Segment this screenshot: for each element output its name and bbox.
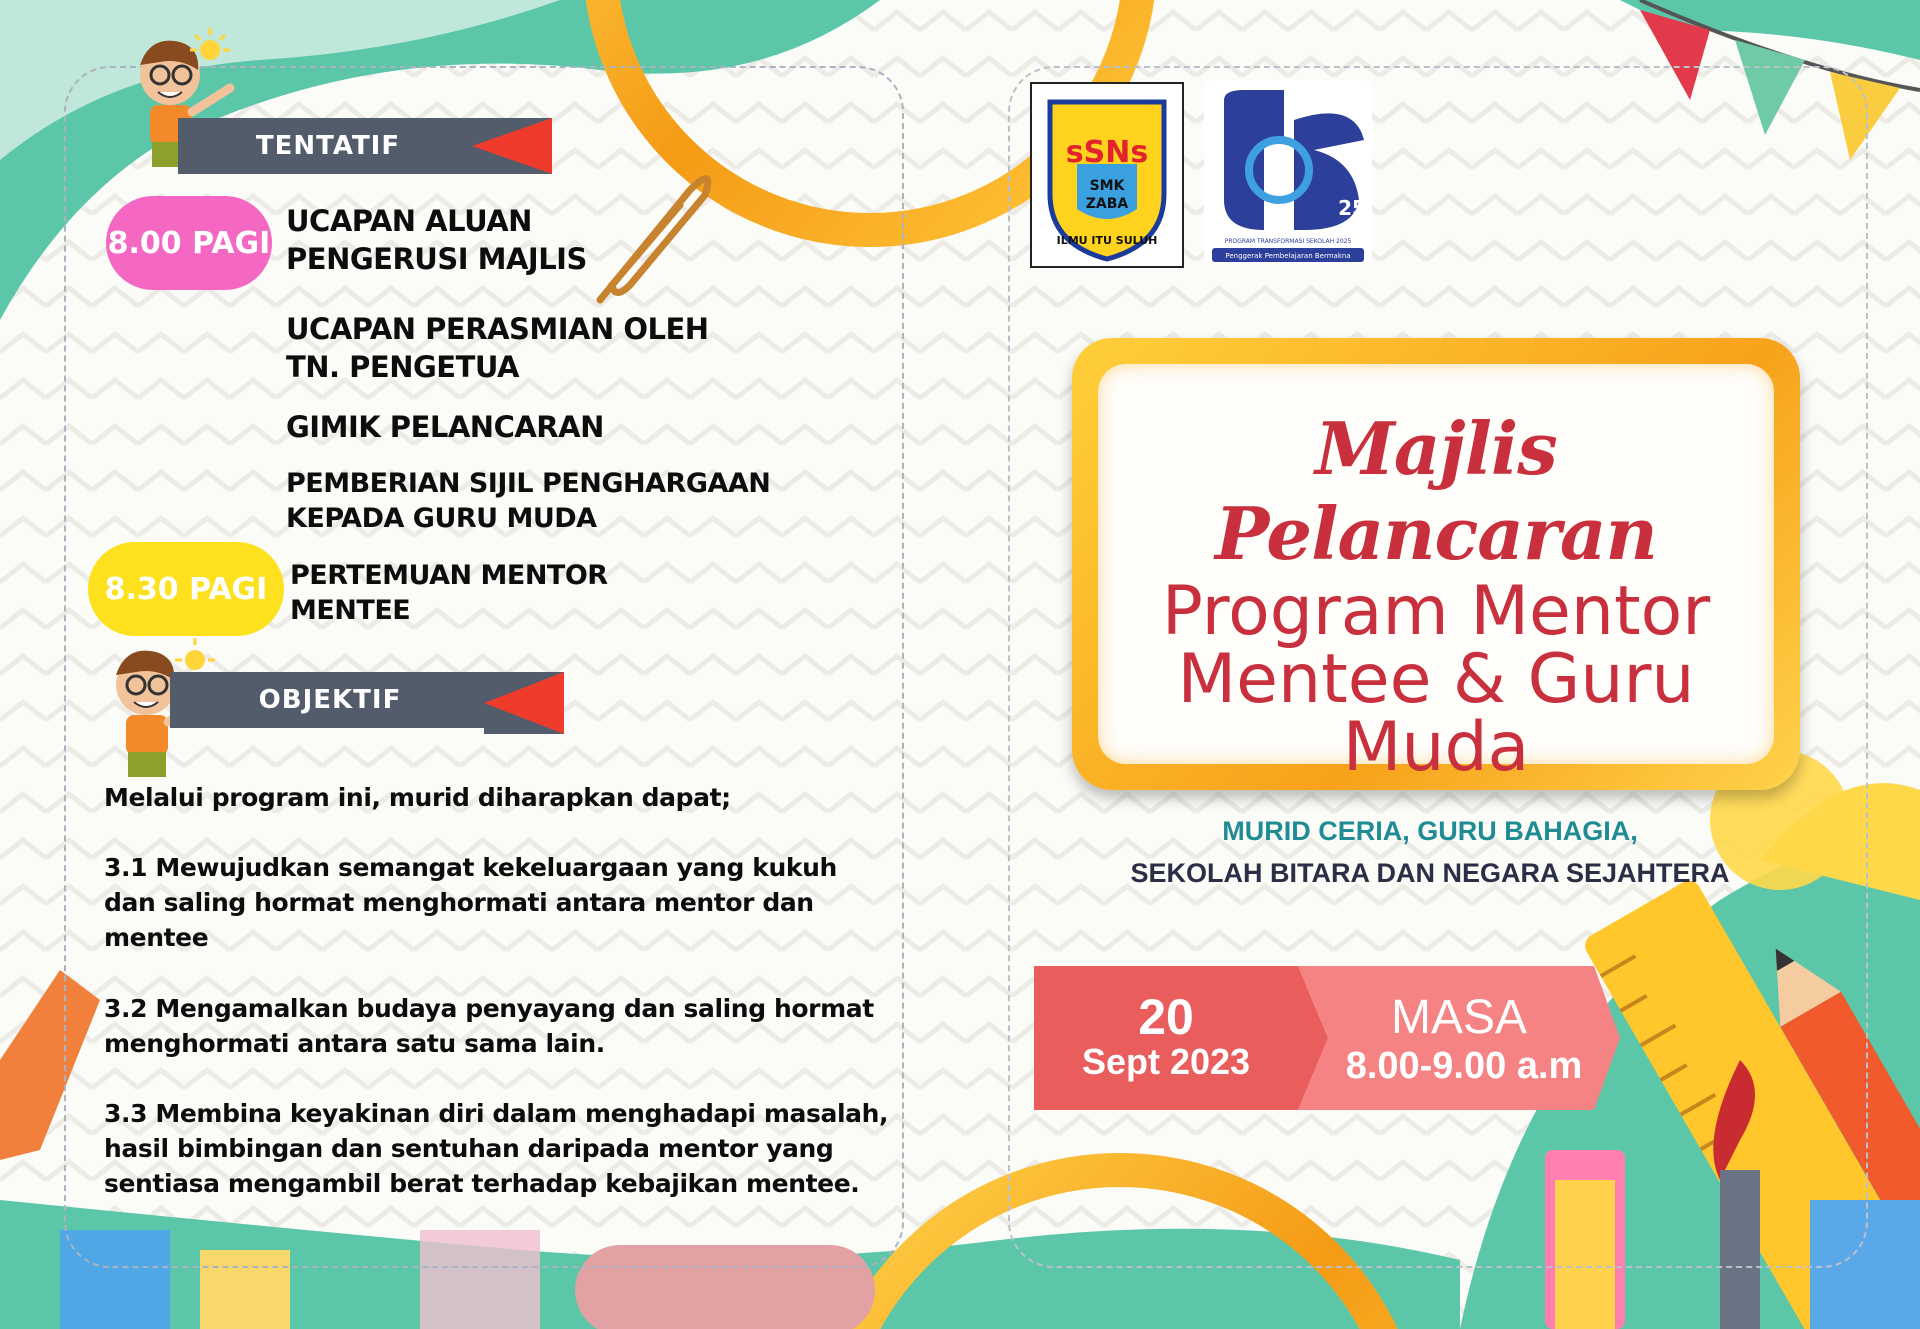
school-logo	[1030, 82, 1184, 268]
date-day: 20	[1138, 989, 1194, 1045]
school-logo-motto: ILMU ITU SULUH	[1056, 234, 1158, 247]
date-banner	[1034, 966, 1620, 1110]
objektif-point-1: 3.1 Mewujudkan semangat kekeluargaan yang kukuh dan saling hormat menghormati antara mentor dan mentee	[104, 853, 837, 952]
title-line-3: Muda	[1342, 708, 1530, 787]
ts25-number: 25	[1338, 196, 1366, 220]
time-pill-830: 8.30 PAGI	[88, 542, 284, 636]
title-line-2: Mentee & Guru	[1177, 640, 1695, 719]
school-logo-abbrev: sSNs	[1065, 135, 1149, 170]
time-value: 8.00-9.00 a.m	[1345, 1045, 1583, 1087]
agenda-item-1: UCAPAN ALUAN PENGERUSI MAJLIS	[286, 204, 587, 276]
title-line-1: Program Mentor	[1161, 572, 1711, 651]
date-month-year: Sept 2023	[1081, 1041, 1251, 1082]
ribbon-flag-tip	[484, 672, 564, 738]
lightbulb-icon	[185, 25, 235, 79]
objektif-point-2: 3.2 Mengamalkan budaya penyayang dan saling hormat menghormati antara satu sama lain.	[104, 994, 874, 1058]
agenda-item-2: UCAPAN PERASMIAN OLEH TN. PENGETUA	[286, 312, 709, 384]
school-logo-smk: SMK	[1089, 178, 1125, 194]
tagline-2: SEKOLAH BITARA DAN NEGARA SEJAHTERA	[1130, 858, 1730, 888]
ribbon-flag-tip	[472, 118, 552, 178]
agenda-item-3: GIMIK PELANCARAN	[286, 410, 604, 444]
school-logo-zaba: ZABA	[1085, 196, 1129, 212]
ts25-program: PROGRAM TRANSFORMASI SEKOLAH 2025	[1224, 238, 1352, 245]
tentatif-ribbon: TENTATIF	[178, 118, 478, 174]
time-pill-800: 8.00 PAGI	[106, 196, 272, 290]
objektif-intro: Melalui program ini, murid diharapkan dapat;	[104, 783, 731, 812]
agenda-item-5: PERTEMUAN MENTOR MENTEE	[290, 560, 608, 626]
ts25-logo	[1204, 80, 1372, 264]
ts25-tagline: Penggerak Pembelajaran Bermakna	[1225, 252, 1351, 260]
objektif-point-3: 3.3 Membina keyakinan diri dalam menghadapi masalah, hasil bimbingan dan sentuhan daripada mentor yang sentiasa mengambil berat terhadap kebajikan mentee.	[104, 1099, 889, 1198]
objektif-ribbon: OBJEKTIF	[170, 672, 490, 728]
title-script: Majlis Pelancaran	[1215, 406, 1657, 576]
time-label: MASA	[1390, 991, 1528, 1044]
agenda-item-4: PEMBERIAN SIJIL PENGHARGAAN KEPADA GURU MUDA	[286, 468, 771, 534]
tagline-1: MURID CERIA, GURU BAHAGIA,	[1222, 816, 1638, 846]
title-frame	[1072, 338, 1800, 790]
title-card	[1098, 364, 1774, 787]
